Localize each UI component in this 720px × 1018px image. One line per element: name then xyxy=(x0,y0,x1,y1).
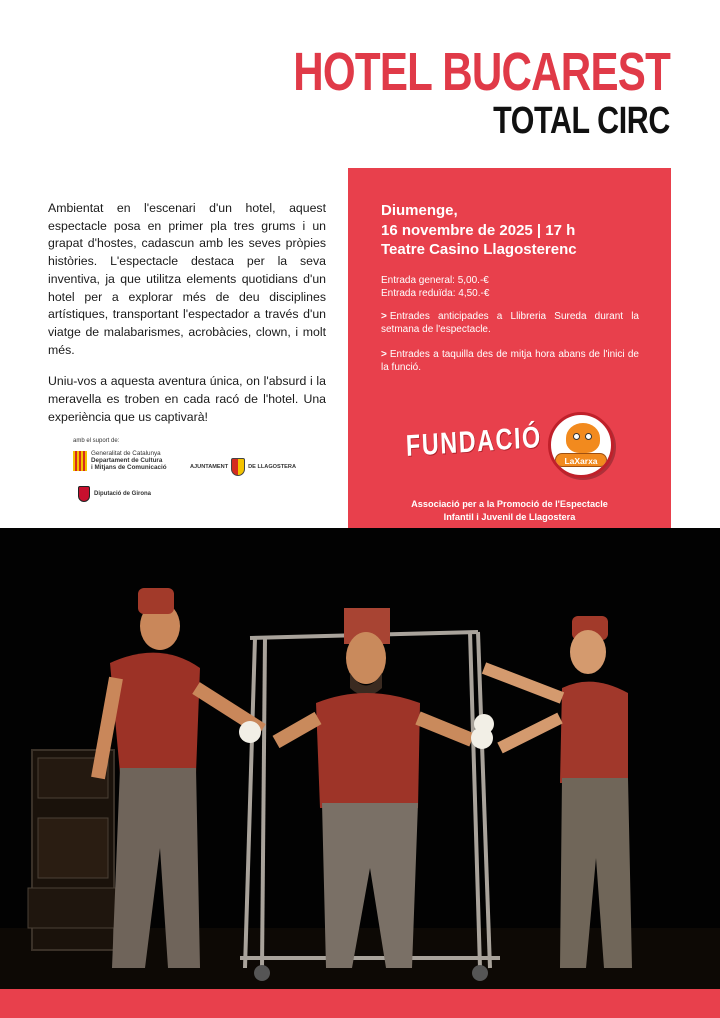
ajuntament-right-text: DE LLAGOSTERA xyxy=(248,464,296,470)
show-title: HOTEL BUCAREST xyxy=(293,42,670,102)
performers-illustration xyxy=(0,528,720,989)
show-description xyxy=(48,200,326,440)
diputacio-logo xyxy=(78,486,151,502)
ajuntament-left-text: AJUNTAMENT xyxy=(190,464,229,470)
association-line-2: Infantil i Juvenil de Llagostera xyxy=(443,511,576,522)
presale-note xyxy=(381,310,639,336)
event-info-box xyxy=(348,168,671,542)
llagostera-shield-icon xyxy=(231,458,245,476)
event-venue: Teatre Casino Llagosterenc xyxy=(381,241,577,258)
catalan-flag-icon xyxy=(73,451,87,471)
fundacio-wordmark: FUNDACIÓ xyxy=(405,420,543,463)
price-general: Entrada general: 5,00.-€ xyxy=(381,275,489,286)
footer-bar xyxy=(0,989,720,1018)
sponsor-logos xyxy=(70,438,330,518)
stage-photo xyxy=(0,528,720,989)
description-paragraph-1: Ambientat en l'escenari d'un hotel, aquest espectacle posa en primer pla tres grums i un grapat d'hostes, cadascun amb les seves pròpies històries. L'espectacle destaca per la seva inventiva, ja que utilitza elements quotidians d'un hotel per a explorar més de deu disciplines artístiques, transportant l'espectador a través d'un viatge de malabarismes, acrobàcies, clown, i molt més. xyxy=(48,201,326,357)
laxarxa-logo-text: LaXarxa xyxy=(555,453,607,467)
generalitat-department: Departament de Cultura xyxy=(91,457,163,464)
arrow-icon: > xyxy=(381,311,387,322)
generalitat-department-2: i Mitjans de Comunicació xyxy=(91,464,167,471)
presale-text: Entrades anticipades a Llibreria Sureda durant la setmana de l'espectacle. xyxy=(381,311,639,335)
support-label: amb el suport de: xyxy=(73,438,120,444)
price-reduced: Entrada reduïda: 4,50.-€ xyxy=(381,288,490,299)
girona-shield-icon xyxy=(78,486,90,502)
event-date: 16 novembre de 2025 | 17 h xyxy=(381,221,576,239)
ajuntament-logo xyxy=(190,458,296,476)
event-day: Diumenge, xyxy=(381,202,458,219)
event-datetime xyxy=(381,201,577,260)
association-line-1: Associació per a la Promoció de l'Espectacle xyxy=(411,499,608,509)
generalitat-name: Generalitat de Catalunya xyxy=(91,450,161,457)
generalitat-logo xyxy=(73,450,167,471)
laxarxa-logo xyxy=(548,412,614,478)
ticket-prices xyxy=(381,274,489,300)
diputacio-name: Diputació de Girona xyxy=(94,491,152,497)
arrow-icon: > xyxy=(381,349,387,360)
octopus-icon xyxy=(566,423,600,453)
box-office-text: Entrades a taquilla des de mitja hora abans de l'inici de la funció. xyxy=(381,349,639,373)
box-office-note xyxy=(381,348,639,374)
description-paragraph-2: Uniu-vos a aquesta aventura única, on l'absurd i la meravella es troben en cada racó de l'hotel. Una experiència que us captivarà! xyxy=(48,374,326,424)
association-name xyxy=(348,498,671,523)
company-name: TOTAL CIRC xyxy=(493,100,670,142)
